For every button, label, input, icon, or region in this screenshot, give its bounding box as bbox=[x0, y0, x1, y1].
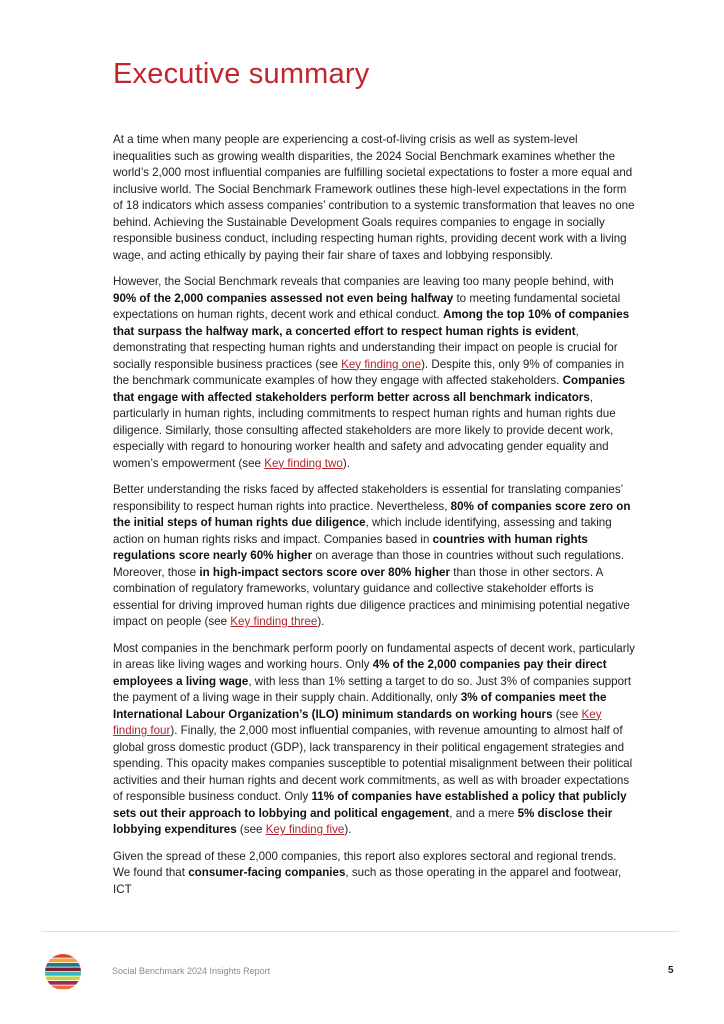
paragraph-text: (see bbox=[236, 823, 266, 836]
logo-stripe bbox=[45, 954, 81, 958]
footer-divider bbox=[41, 931, 679, 932]
highlighted-statement: 11% of companies have established a policy that publicly sets out their approach to lobbying and political engagement bbox=[113, 790, 627, 820]
summary-paragraph bbox=[113, 849, 635, 899]
logo-stripe bbox=[43, 963, 83, 967]
highlighted-statement: 5% disclose their lobbying expenditures bbox=[113, 806, 613, 836]
paragraph-text: Most companies in the benchmark perform poorly on fundamental aspects of decent work, particularly in areas like living wages and working hours. Only bbox=[113, 641, 635, 671]
highlighted-statement: Among the top 10% of companies that surpass the halfway mark, a concerted effort to respect human rights is evident bbox=[113, 308, 630, 338]
highlighted-statement: 3% of companies meet the International Labour Organization’s (ILO) minimum standards on working hours bbox=[113, 691, 607, 721]
highlighted-statement: 4% of the 2,000 companies pay their direct employees a living wage bbox=[113, 658, 607, 688]
logo-stripe bbox=[43, 959, 83, 963]
highlighted-statement: Companies that engage with affected stakeholders perform better across all benchmark indicators bbox=[113, 374, 626, 404]
highlighted-statement: in high-impact sectors score over 80% higher bbox=[199, 565, 450, 579]
key-finding-link[interactable]: Key finding one bbox=[341, 357, 422, 371]
paragraph-text: ). Finally, the 2,000 most influential companies, with revenue amounting to almost half of global gross domestic product (GDP), lack transparency in their political engagement strategies and spending. This opacity makes companies susceptible to potential misalignment between their political activities and their human rights and decent work commitments, as well as with broader expectations of responsible business conduct. Only bbox=[113, 724, 633, 803]
paragraph-text: Given the spread of these 2,000 companies, this report also explores sectoral and regional trends. We found that bbox=[113, 849, 617, 879]
key-finding-link[interactable]: Key finding two bbox=[264, 456, 343, 470]
paragraph-text: , with less than 1% setting a target to do so. Just 3% of companies support the payment of a living wage in their supply chain. Additionally, only bbox=[113, 674, 632, 704]
paragraph-text: , and a mere bbox=[449, 806, 518, 820]
paragraph-text: on average than those in countries without such regulations. Moreover, those bbox=[113, 549, 625, 579]
paragraph-text: to meeting fundamental societal expectations on human rights, decent work and ethical conduct. bbox=[113, 291, 621, 321]
paragraph-text: ). bbox=[342, 456, 350, 470]
paragraph-text: ). bbox=[317, 615, 325, 628]
logo-stripe bbox=[43, 986, 83, 990]
page-title: Executive summary bbox=[113, 58, 370, 90]
page-number: 5 bbox=[668, 965, 674, 976]
summary-paragraph bbox=[113, 274, 635, 472]
paragraph-text: , particularly in human rights, including commitments to respect human rights and human rights due diligence. Similarly, those consulting affected stakeholders are more likely to provide decent work, especially with regard to honouring worker health and safety and advocating gender equality and women’s empowerment (see bbox=[113, 390, 616, 470]
summary-paragraph bbox=[113, 132, 635, 264]
paragraph-text: than those in other sectors. A combination of regulatory frameworks, voluntary guidance and collective stakeholder efforts is essential for driving improved human rights due diligence practices and minimising potential negative impact on people (see bbox=[113, 565, 630, 628]
summary-paragraph bbox=[113, 482, 635, 631]
logo-stripe bbox=[45, 968, 81, 972]
paragraph-text: , demonstrating that respecting human rights and understanding their impact on people is crucial for socially responsible business practices (see bbox=[113, 324, 618, 371]
paragraph-text: Better understanding the risks faced by affected stakeholders is essential for translating companies’ responsibility to respect human rights into practice. Nevertheless, bbox=[113, 483, 623, 513]
striped-globe-logo-icon bbox=[43, 952, 83, 992]
highlighted-statement: 90% of the 2,000 companies assessed not even being halfway bbox=[113, 291, 454, 305]
highlighted-statement: 80% of companies score zero on the initial steps of human rights due diligence bbox=[113, 499, 631, 529]
paragraph-text: However, the Social Benchmark reveals that companies are leaving too many people behind, with bbox=[113, 275, 614, 288]
highlighted-statement: consumer-facing companies bbox=[188, 866, 346, 879]
paragraph-text: At a time when many people are experiencing a cost-of-living crisis as well as system-level inequalities such as growing wealth disparities, the 2024 Social Benchmark examines whether the world’s 2,000 most influential companies are fulfilling societal expectations to foster a more equal and inclusive world. The Social Benchmark Framework outlines these high-level expectations in the form of 18 indicators which assess companies’ contribution to a systemic transformation that leaves no one behind. Achieving the Sustainable Development Goals requires companies to engage in socially responsible business conduct, including respecting human rights, providing decent work with a living wage, and acting ethically by paying their fair share of taxes and lobbying responsibly. bbox=[113, 133, 635, 262]
key-finding-link[interactable]: Key finding five bbox=[265, 823, 345, 836]
paragraph-text: ). bbox=[344, 823, 352, 836]
highlighted-statement: countries with human rights regulations score nearly 60% higher bbox=[113, 532, 588, 562]
paragraph-text: , which include identifying, assessing and taking action on human rights risks and impact. Companies based in bbox=[113, 516, 612, 546]
key-finding-link[interactable]: Key finding four bbox=[113, 707, 602, 737]
summary-paragraph bbox=[113, 641, 635, 839]
footer-report-name: Social Benchmark 2024 Insights Report bbox=[112, 966, 271, 976]
logo-stripe bbox=[43, 977, 83, 981]
key-finding-link[interactable]: Key finding three bbox=[230, 615, 318, 628]
logo-stripe bbox=[43, 972, 83, 976]
paragraph-text: ). Despite this, only 9% of companies in the benchmark communicate examples of how they engage with affected stakeholders. bbox=[113, 357, 625, 387]
executive-summary-body bbox=[113, 132, 635, 908]
paragraph-text: (see bbox=[552, 707, 582, 721]
paragraph-text: , such as those operating in the apparel and footwear, ICT bbox=[113, 866, 622, 896]
logo-stripe bbox=[45, 981, 81, 985]
